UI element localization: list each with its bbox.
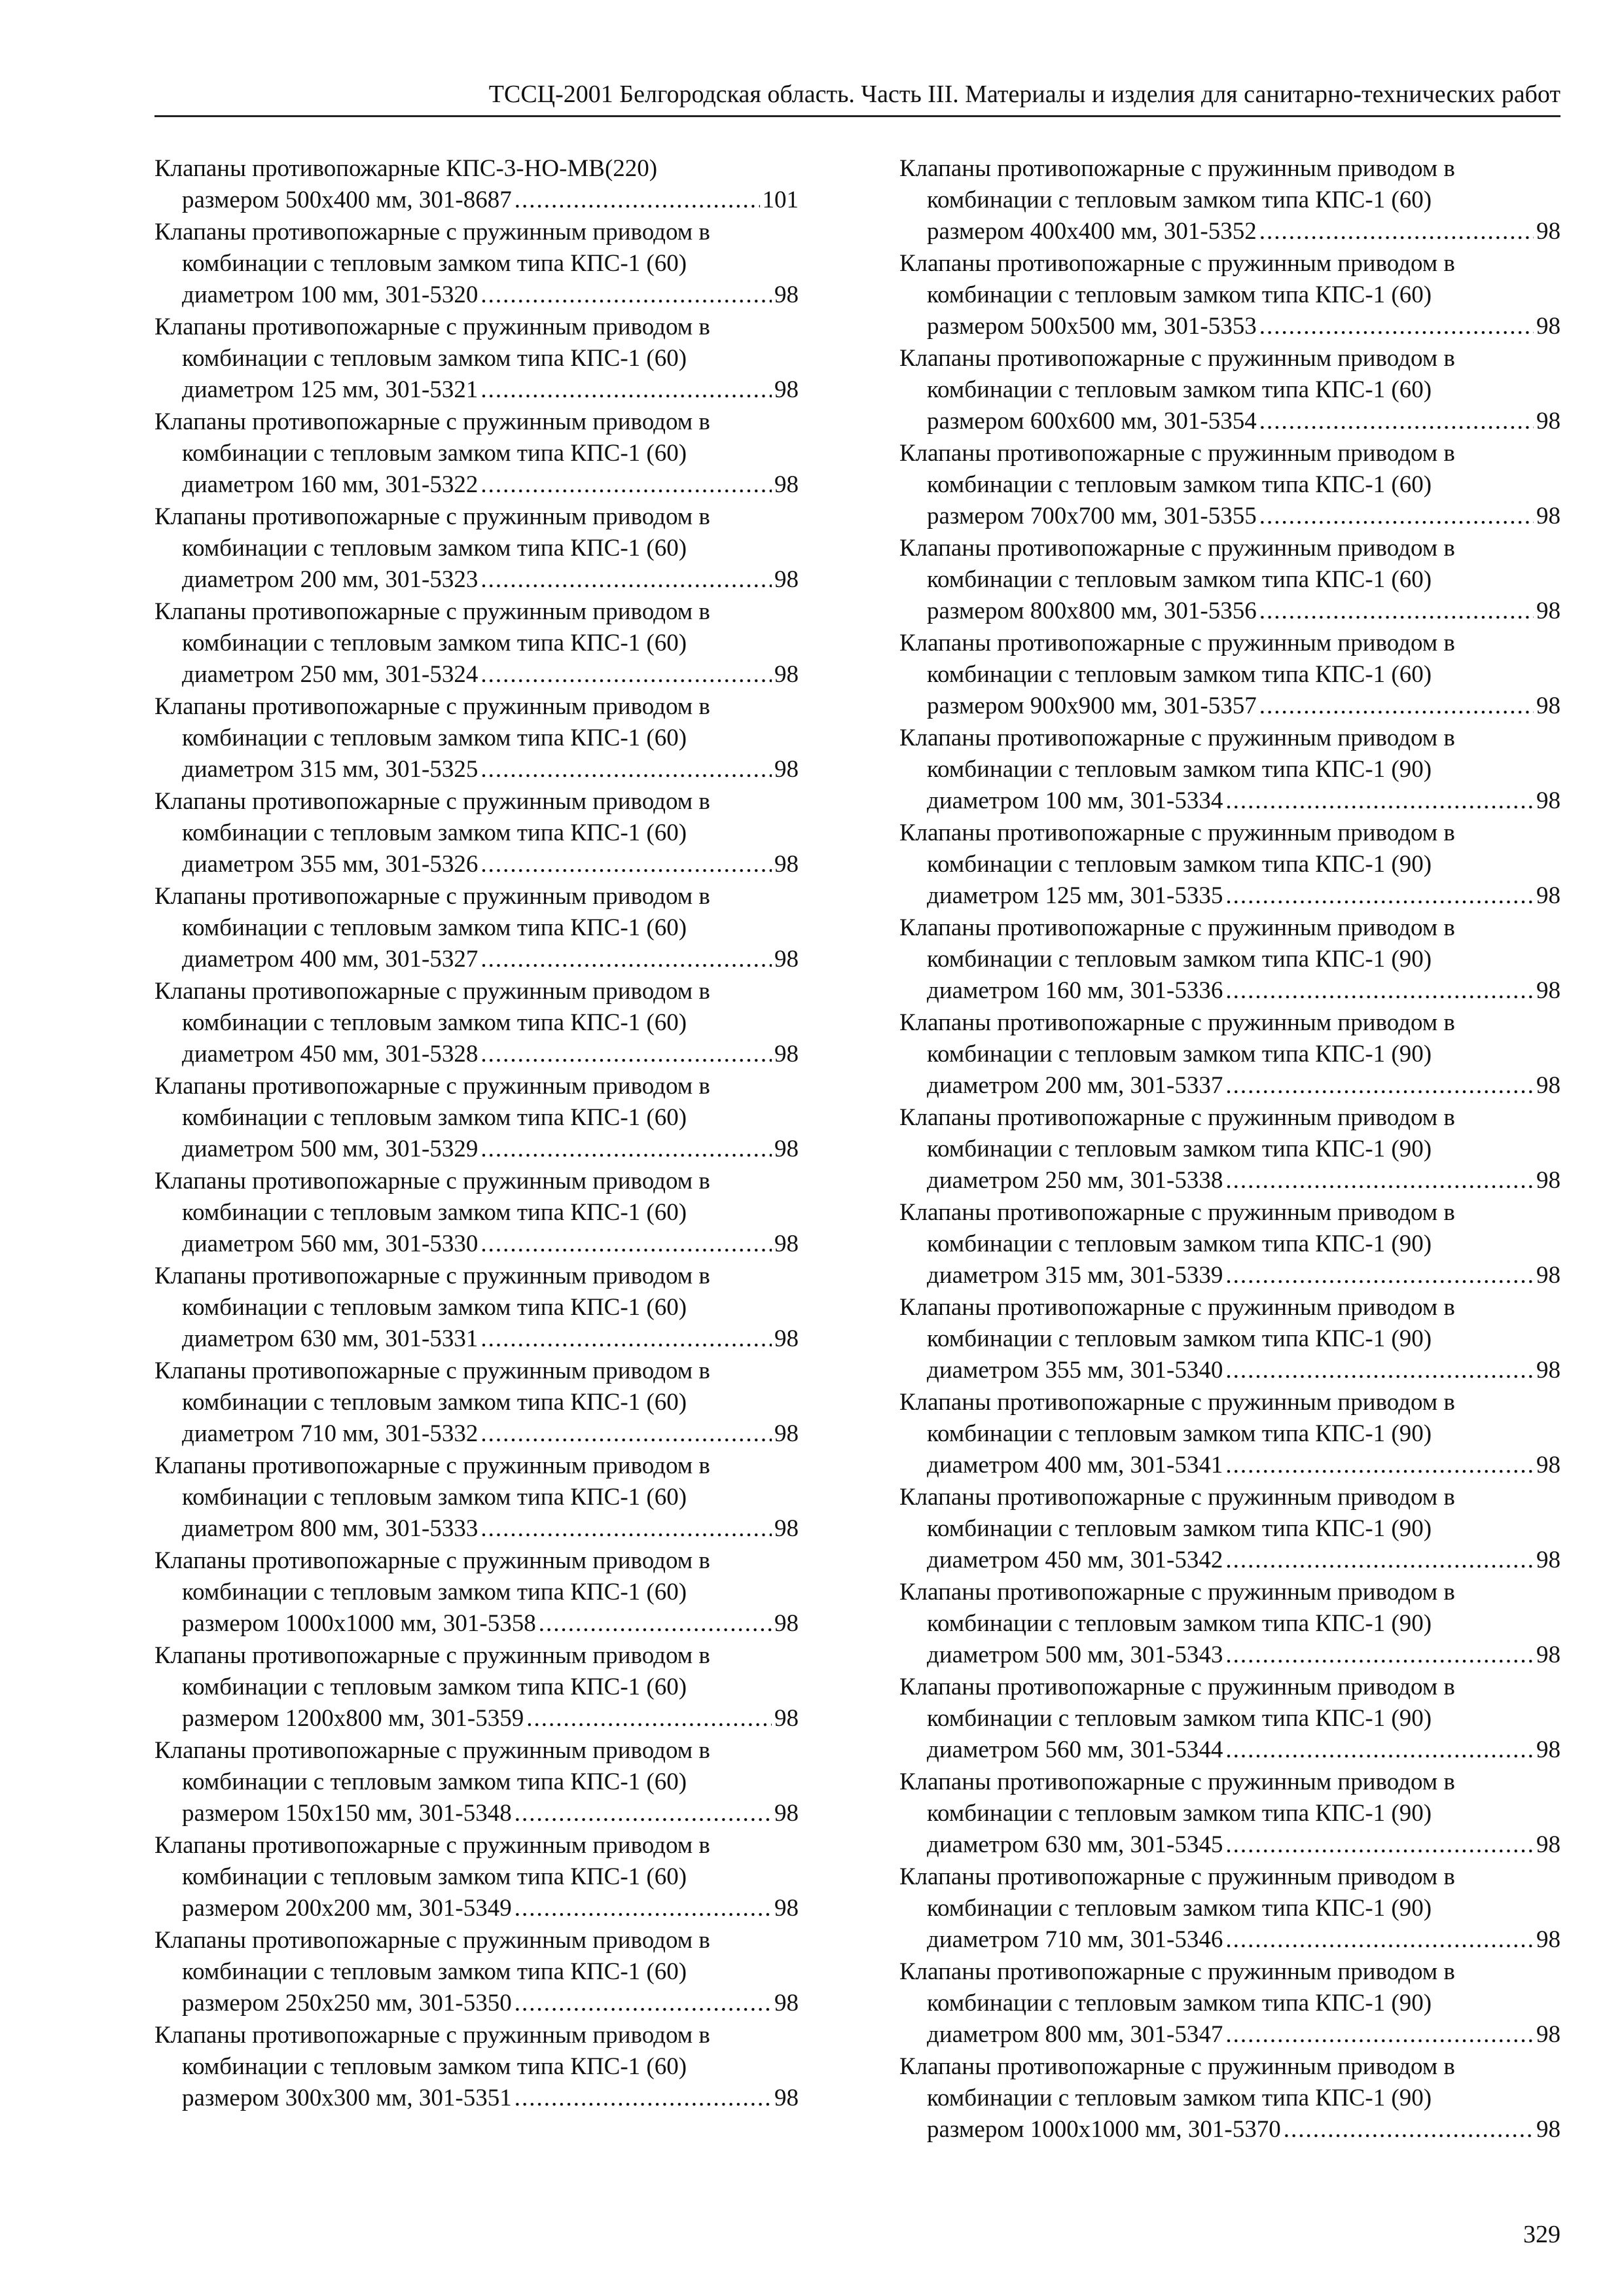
entry-title-line: Клапаны противопожарные с пружинным приводом в <box>899 1958 1455 1985</box>
entry-size-code: размером 500х400 мм, 301-8687 <box>182 187 512 213</box>
entry-title-line: Клапаны противопожарные с пружинным приводом в <box>154 598 710 625</box>
entry-reference-line <box>154 1418 799 1450</box>
dot-leader <box>539 1608 772 1640</box>
index-entry <box>899 438 1561 532</box>
entry-title-line: Клапаны противопожарные с пружинным приводом в <box>899 440 1455 467</box>
dot-leader <box>514 1798 772 1829</box>
entry-continuation-line: комбинации с тепловым замком типа КПС-1 (90) <box>927 851 1432 878</box>
index-entry <box>899 1956 1561 2051</box>
dot-leader <box>1225 1924 1534 1956</box>
entry-title-line: Клапаны противопожарные с пружинным приводом в <box>154 408 710 435</box>
entry-reference-line <box>899 975 1561 1007</box>
entry-continuation-line: комбинации с тепловым замком типа КПС-1 (90) <box>927 1136 1432 1162</box>
entry-size-code: диаметром 710 мм, 301-5346 <box>927 1926 1223 1953</box>
entry-page-ref: 98 <box>774 376 799 403</box>
entry-page-ref: 98 <box>1536 218 1561 245</box>
entry-size-code: диаметром 560 мм, 301-5344 <box>927 1736 1223 1763</box>
entry-size-code: диаметром 315 мм, 301-5325 <box>182 756 478 783</box>
index-entry <box>154 1450 799 1545</box>
entry-page-ref: 98 <box>1536 1357 1561 1384</box>
dot-leader <box>1259 691 1534 722</box>
entry-page-ref: 98 <box>774 2085 799 2111</box>
entry-continuation-line: комбинации с тепловым замком типа КПС-1 (60) <box>182 725 687 751</box>
entry-title-line: Клапаны противопожарные с пружинным приводом в <box>154 219 710 245</box>
dot-leader <box>1284 2114 1534 2145</box>
index-entry <box>154 312 799 406</box>
entry-title-line: Клапаны противопожарные с пружинным приводом в <box>899 1294 1455 1321</box>
entry-page-ref: 98 <box>774 1705 799 1732</box>
entry-reference-line <box>899 880 1561 912</box>
entry-reference-line <box>899 2114 1561 2145</box>
entry-reference-line <box>899 1734 1561 1766</box>
dot-leader <box>1225 1165 1534 1196</box>
entry-size-code: размером 1000х1000 мм, 301-5358 <box>182 1610 536 1637</box>
index-entry <box>154 1071 799 1165</box>
entry-size-code: диаметром 250 мм, 301-5324 <box>182 661 478 688</box>
entry-reference-line <box>154 2083 799 2114</box>
index-entry <box>899 1197 1561 1291</box>
entry-size-code: диаметром 160 мм, 301-5336 <box>927 977 1223 1004</box>
entry-title-line: Клапаны противопожарные с пружинным приводом в <box>899 1768 1455 1795</box>
entry-page-ref: 98 <box>774 566 799 593</box>
entry-continuation-line: комбинации с тепловым замком типа КПС-1 (60) <box>182 819 687 846</box>
entry-size-code: диаметром 315 мм, 301-5339 <box>927 1262 1223 1289</box>
entry-page-ref: 98 <box>774 1041 799 1067</box>
entry-page-ref: 98 <box>1536 1072 1561 1099</box>
dot-leader <box>1259 596 1534 627</box>
index-entry <box>154 786 799 880</box>
index-entry <box>154 2020 799 2114</box>
entry-size-code: размером 600х600 мм, 301-5354 <box>927 408 1257 435</box>
entry-reference-line <box>899 2019 1561 2051</box>
dot-leader <box>1225 785 1534 817</box>
index-entry <box>899 723 1561 817</box>
entry-reference-line <box>899 785 1561 817</box>
entry-page-ref: 98 <box>1536 2116 1561 2143</box>
entry-reference-line <box>899 216 1561 247</box>
entry-title-line: Клапаны противопожарные с пружинным приводом в <box>154 1168 710 1194</box>
index-entry <box>154 1166 799 1260</box>
entry-continuation-line: комбинации с тепловым замком типа КПС-1 (60) <box>182 1674 687 1700</box>
entry-reference-line <box>154 564 799 596</box>
dot-leader <box>480 374 772 406</box>
dot-leader <box>1259 406 1534 437</box>
entry-page-ref: 98 <box>1536 692 1561 719</box>
entry-title-line: Клапаны противопожарные с пружинным приводом в <box>899 1389 1455 1416</box>
entry-page-ref: 98 <box>774 471 799 498</box>
index-entry <box>154 881 799 975</box>
dot-leader <box>514 2083 772 2114</box>
entry-size-code: размером 200х200 мм, 301-5349 <box>182 1895 512 1922</box>
entry-size-code: размером 800х800 мм, 301-5356 <box>927 598 1257 624</box>
entry-reference-line <box>154 374 799 406</box>
entry-size-code: диаметром 710 мм, 301-5332 <box>182 1420 478 1447</box>
entry-page-ref: 98 <box>774 946 799 973</box>
index-entry <box>899 1292 1561 1386</box>
entry-continuation-line: комбинации с тепловым замком типа КПС-1 (60) <box>182 440 687 467</box>
dot-leader <box>480 754 772 785</box>
entry-title-line: Клапаны противопожарные с пружинным приводом в <box>154 314 710 340</box>
entry-size-code: диаметром 400 мм, 301-5327 <box>182 946 478 973</box>
dot-leader <box>1225 1829 1534 1861</box>
dot-leader <box>1225 880 1534 912</box>
entry-reference-line <box>899 501 1561 532</box>
entry-title-line: Клапаны противопожарные с пружинным приводом в <box>154 883 710 910</box>
entry-page-ref: 98 <box>1536 1452 1561 1479</box>
index-entry <box>154 406 799 501</box>
entry-continuation-line: комбинации с тепловым замком типа КПС-1 (90) <box>927 756 1432 783</box>
dot-leader <box>1225 1545 1534 1576</box>
entry-continuation-line: комбинации с тепловым замком типа КПС-1 (60) <box>182 1579 687 1605</box>
entry-title-line: Клапаны противопожарные с пружинным приводом в <box>899 1009 1455 1036</box>
index-entry <box>899 1577 1561 1671</box>
dot-leader <box>1259 216 1534 247</box>
entry-reference-line <box>899 1924 1561 1956</box>
entry-size-code: диаметром 125 мм, 301-5335 <box>927 882 1223 909</box>
running-header: ТССЦ-2001 Белгородская область. Часть III. Материалы и изделия для санитарно-технических работ <box>154 77 1561 117</box>
entry-size-code: диаметром 500 мм, 301-5343 <box>927 1641 1223 1668</box>
entry-reference-line <box>899 1070 1561 1102</box>
dot-leader <box>514 1893 772 1924</box>
entry-title-line: Клапаны противопожарные с пружинным приводом в <box>154 1737 710 1764</box>
entry-title-line: Клапаны противопожарные с пружинным приводом в <box>899 1104 1455 1131</box>
entry-page-ref: 98 <box>774 661 799 688</box>
index-entry <box>899 153 1561 247</box>
entry-reference-line <box>154 1798 799 1829</box>
entry-size-code: диаметром 630 мм, 301-5345 <box>927 1831 1223 1858</box>
index-entry <box>899 1482 1561 1576</box>
entry-reference-line <box>899 1829 1561 1861</box>
entry-size-code: диаметром 500 мм, 301-5329 <box>182 1136 478 1162</box>
entry-reference-line <box>899 311 1561 342</box>
entry-continuation-line: комбинации с тепловым замком типа КПС-1 (60) <box>182 1389 687 1416</box>
entry-size-code: диаметром 450 мм, 301-5342 <box>927 1547 1223 1573</box>
entry-continuation-line: комбинации с тепловым замком типа КПС-1 (90) <box>927 1895 1432 1922</box>
entry-continuation-line: комбинации с тепловым замком типа КПС-1 (90) <box>927 1230 1432 1257</box>
index-entry <box>899 1007 1561 1102</box>
entry-size-code: диаметром 400 мм, 301-5341 <box>927 1452 1223 1479</box>
entry-title-line: Клапаны противопожарные с пружинным приводом в <box>154 1547 710 1574</box>
entry-reference-line <box>154 469 799 501</box>
entry-reference-line <box>154 1608 799 1640</box>
entry-size-code: размером 400х400 мм, 301-5352 <box>927 218 1257 245</box>
entry-continuation-line: комбинации с тепловым замком типа КПС-1 (90) <box>927 1420 1432 1447</box>
dot-leader <box>480 849 772 880</box>
entry-page-ref: 98 <box>1536 1167 1561 1194</box>
entry-reference-line <box>899 1640 1561 1671</box>
entry-size-code: размером 1000х1000 мм, 301-5370 <box>927 2116 1281 2143</box>
entry-page-ref: 98 <box>774 281 799 308</box>
entry-continuation-line: комбинации с тепловым замком типа КПС-1 (60) <box>927 661 1432 688</box>
entry-page-ref: 98 <box>774 1325 799 1352</box>
entry-title-line: Клапаны противопожарные с пружинным приводом в <box>154 503 710 530</box>
dot-leader <box>480 1229 772 1260</box>
entry-page-ref: 98 <box>774 1230 799 1257</box>
entry-reference-line <box>154 1988 799 2019</box>
dot-leader <box>1225 1355 1534 1386</box>
dot-leader <box>480 1513 772 1545</box>
entry-reference-line <box>154 1134 799 1165</box>
entry-continuation-line: комбинации с тепловым замком типа КПС-1 (60) <box>927 471 1432 498</box>
entry-reference-line <box>154 944 799 975</box>
index-entry <box>154 1640 799 1734</box>
entry-size-code: диаметром 200 мм, 301-5323 <box>182 566 478 593</box>
entry-size-code: диаметром 800 мм, 301-5347 <box>927 2021 1223 2048</box>
dot-leader <box>480 1134 772 1165</box>
entry-size-code: диаметром 200 мм, 301-5337 <box>927 1072 1223 1099</box>
entry-page-ref: 98 <box>1536 598 1561 624</box>
dot-leader <box>480 469 772 501</box>
index-entry <box>899 533 1561 627</box>
entry-continuation-line: комбинации с тепловым замком типа КПС-1 (60) <box>182 250 687 277</box>
entry-size-code: диаметром 800 мм, 301-5333 <box>182 1515 478 1542</box>
entry-continuation-line: комбинации с тепловым замком типа КПС-1 (60) <box>182 1104 687 1131</box>
index-column-right <box>899 153 1561 2146</box>
entry-reference-line <box>899 406 1561 437</box>
entry-continuation-line: комбинации с тепловым замком типа КПС-1 (60) <box>182 1958 687 1985</box>
entry-size-code: размером 500х500 мм, 301-5353 <box>927 313 1257 340</box>
entry-page-ref: 98 <box>774 1515 799 1542</box>
index-entry <box>154 1735 799 1829</box>
dot-leader <box>514 185 760 216</box>
entry-title-line: Клапаны противопожарные с пружинным приводом в <box>154 1452 710 1479</box>
index-entry <box>899 248 1561 342</box>
dot-leader <box>480 659 772 691</box>
entry-page-ref: 98 <box>1536 977 1561 1004</box>
entry-continuation-line: комбинации с тепловым замком типа КПС-1 (90) <box>927 946 1432 973</box>
dot-leader <box>1259 311 1534 342</box>
entry-size-code: диаметром 100 мм, 301-5334 <box>927 787 1223 814</box>
entry-reference-line <box>899 1355 1561 1386</box>
entry-continuation-line: комбинации с тепловым замком типа КПС-1 (60) <box>182 535 687 562</box>
entry-page-ref: 98 <box>1536 1547 1561 1573</box>
entry-reference-line <box>154 1229 799 1260</box>
dot-leader <box>480 1039 772 1070</box>
entry-page-ref: 98 <box>1536 503 1561 529</box>
index-entry <box>154 1261 799 1355</box>
entry-title-line: Клапаны противопожарные с пружинным приводом в <box>154 1073 710 1100</box>
entry-page-ref: 98 <box>1536 1262 1561 1289</box>
entry-title-line: Клапаны противопожарные с пружинным приводом в <box>899 725 1455 751</box>
entry-reference-line <box>154 1039 799 1070</box>
entry-reference-line <box>154 185 799 216</box>
entry-page-ref: 98 <box>1536 408 1561 435</box>
dot-leader <box>514 1988 772 2019</box>
entry-title-line: Клапаны противопожарные с пружинным приводом в <box>899 1579 1455 1605</box>
entry-continuation-line: комбинации с тепловым замком типа КПС-1 (60) <box>182 1768 687 1795</box>
entry-page-ref: 98 <box>1536 787 1561 814</box>
index-entry <box>154 501 799 596</box>
entry-page-ref: 98 <box>1536 1831 1561 1858</box>
entry-continuation-line: комбинации с тепловым замком типа КПС-1 (60) <box>182 345 687 372</box>
entry-size-code: размером 700х700 мм, 301-5355 <box>927 503 1257 529</box>
dot-leader <box>480 944 772 975</box>
entry-continuation-line: комбинации с тепловым замком типа КПС-1 (60) <box>182 1294 687 1321</box>
index-entry <box>154 1925 799 2019</box>
index-entry <box>154 153 799 216</box>
page-number: 329 <box>1523 2221 1561 2248</box>
entry-title-line: Клапаны противопожарные с пружинным приводом в <box>899 1863 1455 1890</box>
entry-reference-line <box>899 596 1561 627</box>
entry-title-line: Клапаны противопожарные с пружинным приводом в <box>899 630 1455 656</box>
index-entry <box>899 1672 1561 1766</box>
entry-title-line: Клапаны противопожарные с пружинным приводом в <box>154 1263 710 1289</box>
dot-leader <box>480 564 772 596</box>
dot-leader <box>1259 501 1534 532</box>
dot-leader <box>1225 1260 1534 1291</box>
entry-reference-line <box>899 1545 1561 1576</box>
entry-size-code: размером 150х150 мм, 301-5348 <box>182 1800 512 1827</box>
dot-leader <box>1225 1070 1534 1102</box>
entry-title-line: Клапаны противопожарные с пружинным приводом в <box>899 819 1455 846</box>
entry-title-line: Клапаны противопожарные с пружинным приводом в <box>154 693 710 720</box>
entry-size-code: диаметром 125 мм, 301-5321 <box>182 376 478 403</box>
entry-title-line: Клапаны противопожарные с пружинным приводом в <box>899 2053 1455 2080</box>
index-entry <box>154 1830 799 1924</box>
dot-leader <box>1225 1640 1534 1671</box>
entry-page-ref: 98 <box>1536 1736 1561 1763</box>
dot-leader <box>480 1323 772 1355</box>
index-entry <box>154 976 799 1070</box>
entry-title-line: Клапаны противопожарные КПС-3-НО-МВ(220) <box>154 155 658 182</box>
entry-title-line: Клапаны противопожарные с пружинным приводом в <box>899 1484 1455 1511</box>
entry-title-line: Клапаны противопожарные с пружинным приводом в <box>899 535 1455 562</box>
entry-title-line: Клапаны противопожарные с пружинным приводом в <box>899 1199 1455 1226</box>
index-entry <box>899 1861 1561 1956</box>
index-entry <box>154 596 799 691</box>
entry-title-line: Клапаны противопожарные с пружинным приводом в <box>154 788 710 815</box>
entry-title-line: Клапаны противопожарные с пружинным приводом в <box>899 914 1455 941</box>
entry-size-code: диаметром 560 мм, 301-5330 <box>182 1230 478 1257</box>
dot-leader <box>1225 1450 1534 1481</box>
entry-size-code: диаметром 250 мм, 301-5338 <box>927 1167 1223 1194</box>
entry-continuation-line: комбинации с тепловым замком типа КПС-1 (60) <box>182 1009 687 1036</box>
entry-reference-line <box>154 1703 799 1734</box>
entry-continuation-line: комбинации с тепловым замком типа КПС-1 (90) <box>927 1990 1432 2017</box>
entry-page-ref: 98 <box>774 1136 799 1162</box>
entry-continuation-line: комбинации с тепловым замком типа КПС-1 (90) <box>927 1041 1432 1067</box>
entry-continuation-line: комбинации с тепловым замком типа КПС-1 (60) <box>927 566 1432 593</box>
entry-reference-line <box>154 849 799 880</box>
entry-page-ref: 98 <box>774 1800 799 1827</box>
entry-size-code: размером 900х900 мм, 301-5357 <box>927 692 1257 719</box>
entry-reference-line <box>899 691 1561 722</box>
index-column-left <box>154 153 799 2115</box>
index-entry <box>899 912 1561 1007</box>
entry-continuation-line: комбинации с тепловым замком типа КПС-1 (60) <box>182 2053 687 2080</box>
entry-title-line: Клапаны противопожарные с пружинным приводом в <box>154 1832 710 1859</box>
entry-size-code: диаметром 355 мм, 301-5340 <box>927 1357 1223 1384</box>
entry-continuation-line: комбинации с тепловым замком типа КПС-1 (60) <box>182 914 687 941</box>
entry-size-code: размером 250х250 мм, 301-5350 <box>182 1990 512 2017</box>
entry-reference-line <box>899 1165 1561 1196</box>
dot-leader <box>1225 975 1534 1007</box>
entry-title-line: Клапаны противопожарные с пружинным приводом в <box>899 345 1455 372</box>
entry-reference-line <box>899 1450 1561 1481</box>
entry-page-ref: 98 <box>774 756 799 783</box>
entry-page-ref: 98 <box>774 851 799 878</box>
entry-reference-line <box>154 279 799 311</box>
entry-continuation-line: комбинации с тепловым замком типа КПС-1 (60) <box>927 281 1432 308</box>
entry-title-line: Клапаны противопожарные с пружинным приводом в <box>154 2022 710 2049</box>
entry-size-code: диаметром 355 мм, 301-5326 <box>182 851 478 878</box>
entry-continuation-line: комбинации с тепловым замком типа КПС-1 (60) <box>182 630 687 656</box>
entry-title-line: Клапаны противопожарные с пружинным приводом в <box>899 250 1455 277</box>
dot-leader <box>1225 2019 1534 2051</box>
entry-size-code: диаметром 630 мм, 301-5331 <box>182 1325 478 1352</box>
entry-size-code: диаметром 450 мм, 301-5328 <box>182 1041 478 1067</box>
entry-title-line: Клапаны противопожарные с пружинным приводом в <box>154 978 710 1005</box>
entry-reference-line <box>154 1893 799 1924</box>
entry-continuation-line: комбинации с тепловым замком типа КПС-1 (60) <box>182 1863 687 1890</box>
entry-title-line: Клапаны противопожарные с пружинным приводом в <box>154 1642 710 1669</box>
entry-page-ref: 98 <box>1536 1641 1561 1668</box>
index-entry <box>899 1102 1561 1196</box>
index-entry <box>899 1387 1561 1481</box>
entry-size-code: диаметром 100 мм, 301-5320 <box>182 281 478 308</box>
dot-leader <box>480 1418 772 1450</box>
entry-size-code: размером 300х300 мм, 301-5351 <box>182 2085 512 2111</box>
entry-continuation-line: комбинации с тепловым замком типа КПС-1 (90) <box>927 1610 1432 1637</box>
entry-continuation-line: комбинации с тепловым замком типа КПС-1 (90) <box>927 2085 1432 2111</box>
index-entry <box>899 817 1561 912</box>
entry-continuation-line: комбинации с тепловым замком типа КПС-1 (90) <box>927 1325 1432 1352</box>
index-entry <box>899 1767 1561 1861</box>
index-entry <box>154 1545 799 1640</box>
entry-continuation-line: комбинации с тепловым замком типа КПС-1 (90) <box>927 1800 1432 1827</box>
entry-title-line: Клапаны противопожарные с пружинным приводом в <box>899 155 1455 182</box>
entry-reference-line <box>154 754 799 785</box>
entry-continuation-line: комбинации с тепловым замком типа КПС-1 (90) <box>927 1515 1432 1542</box>
entry-page-ref: 98 <box>774 1990 799 2017</box>
entry-size-code: диаметром 160 мм, 301-5322 <box>182 471 478 498</box>
entry-reference-line <box>154 1513 799 1545</box>
entry-page-ref: 98 <box>774 1420 799 1447</box>
index-entry <box>899 628 1561 722</box>
entry-continuation-line: комбинации с тепловым замком типа КПС-1 (60) <box>927 187 1432 213</box>
entry-page-ref: 98 <box>774 1610 799 1637</box>
index-entry <box>154 691 799 785</box>
entry-reference-line <box>899 1260 1561 1291</box>
entry-page-ref: 98 <box>1536 1926 1561 1953</box>
entry-size-code: размером 1200х800 мм, 301-5359 <box>182 1705 524 1732</box>
index-entry <box>154 217 799 311</box>
entry-page-ref: 98 <box>1536 313 1561 340</box>
entry-continuation-line: комбинации с тепловым замком типа КПС-1 (60) <box>182 1199 687 1226</box>
index-entry <box>899 2051 1561 2145</box>
index-entry <box>154 1355 799 1450</box>
entry-page-ref: 98 <box>1536 882 1561 909</box>
index-entry <box>899 343 1561 437</box>
entry-continuation-line: комбинации с тепловым замком типа КПС-1 (60) <box>927 376 1432 403</box>
entry-reference-line <box>154 1323 799 1355</box>
entry-continuation-line: комбинации с тепловым замком типа КПС-1 (90) <box>927 1705 1432 1732</box>
entry-page-ref: 101 <box>762 187 799 213</box>
entry-title-line: Клапаны противопожарные с пружинным приводом в <box>154 1357 710 1384</box>
dot-leader <box>1225 1734 1534 1766</box>
entry-title-line: Клапаны противопожарные с пружинным приводом в <box>899 1674 1455 1700</box>
entry-continuation-line: комбинации с тепловым замком типа КПС-1 (60) <box>182 1484 687 1511</box>
dot-leader <box>526 1703 772 1734</box>
entry-title-line: Клапаны противопожарные с пружинным приводом в <box>154 1927 710 1954</box>
entry-reference-line <box>154 659 799 691</box>
entry-page-ref: 98 <box>774 1895 799 1922</box>
dot-leader <box>480 279 772 311</box>
entry-page-ref: 98 <box>1536 2021 1561 2048</box>
